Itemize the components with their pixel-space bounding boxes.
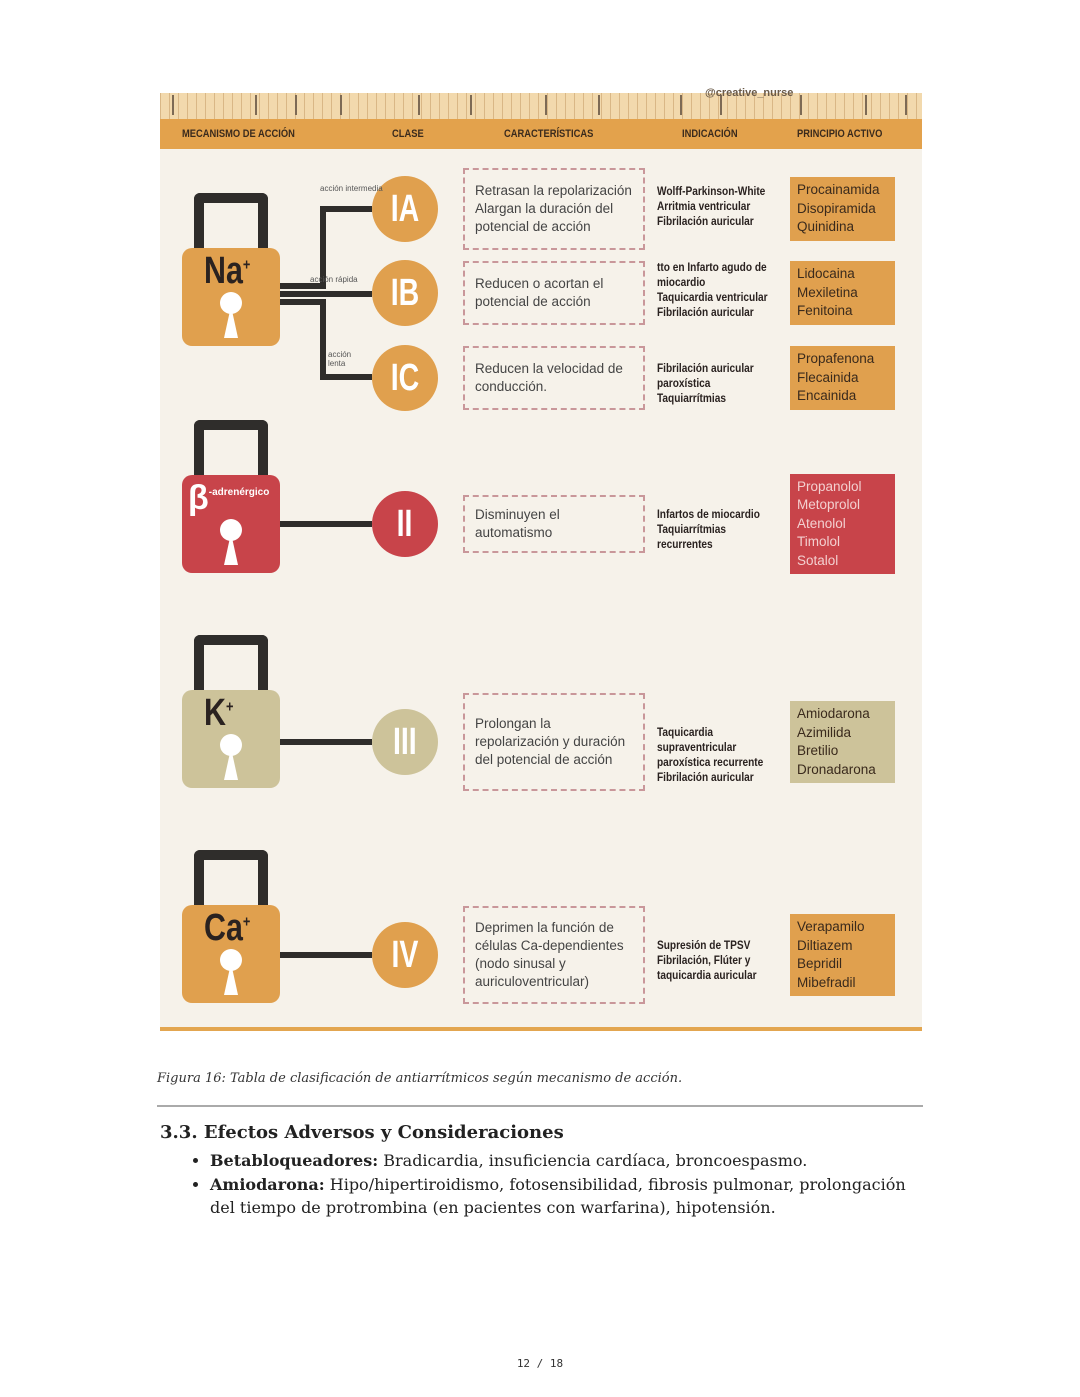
active-ingredient: Procainamida: [797, 182, 880, 198]
class-badge-ic: [372, 345, 438, 411]
ecg-beat: [598, 95, 600, 115]
indication-list: [657, 261, 771, 321]
characteristics-box: Reducen la velocidad de conducción.: [463, 346, 645, 410]
ecg-beat: [470, 95, 472, 115]
active-ingredient: Bepridil: [797, 956, 843, 971]
list-item: [210, 1149, 930, 1173]
item-term: Amiodarona:: [210, 1174, 325, 1194]
antiarrhythmic-infographic: [160, 87, 922, 1031]
branch-label-lenta: acción lenta: [328, 350, 352, 368]
ion-label: [188, 479, 269, 518]
active-ingredient: Fenitoina: [797, 303, 853, 319]
active-ingredient: Amiodarona: [797, 706, 870, 721]
indication-item: Taquiarrítmias: [657, 393, 726, 405]
indication-item: Fibrilación auricular: [657, 307, 754, 319]
connector-line: [280, 952, 372, 958]
active-ingredient: Quinidina: [797, 219, 855, 235]
active-ingredient: Mexiletina: [797, 284, 858, 300]
indication-item: tto en Infarto agudo de miocardio: [657, 262, 767, 289]
ion-label: [204, 907, 250, 950]
characteristics-box: Disminuyen el automatismo: [463, 495, 645, 553]
item-text: Bradicardia, insuficiencia cardíaca, broncoespasmo.: [378, 1151, 808, 1170]
item-text: Hipo/hipertiroidismo, fotosensibilidad, fibrosis pulmonar, prolongación del tiempo de protrombina (en pacientes con warfarina), hipotensión.: [210, 1174, 906, 1217]
ion-symbol: β: [188, 479, 209, 517]
ion-charge: +: [225, 698, 234, 716]
class-label: II: [397, 503, 413, 545]
ecg-beat: [340, 95, 342, 115]
figure-caption: Figura 16: Tabla de clasificación de antiarrítmicos según mecanismo de acción.: [157, 1071, 683, 1086]
padlock-icon-1: [182, 248, 280, 346]
active-ingredient: Atenolol: [797, 515, 846, 531]
characteristics-box: Retrasan la repolarización Alargan la duración del potencial de acción: [463, 168, 645, 250]
class-badge-iii: [372, 709, 438, 775]
active-ingredient-box: [790, 261, 895, 325]
keyhole-stem: [224, 748, 238, 780]
active-ingredient: Timolol: [797, 534, 841, 550]
active-ingredient: Dronadarona: [797, 761, 876, 777]
active-ingredient: Diltiazem: [797, 937, 853, 953]
active-ingredient: Disopiramida: [797, 200, 876, 216]
ecg-beat: [680, 95, 682, 115]
list-item: [210, 1173, 930, 1220]
active-ingredient-box: [790, 474, 895, 575]
keyhole-stem: [224, 306, 238, 338]
lock-shackle-icon: [194, 635, 268, 695]
class-badge-iv: [372, 922, 438, 988]
connector-line: [280, 739, 372, 745]
ecg-beat: [865, 95, 867, 115]
class-label: IB: [390, 272, 420, 314]
ion-symbol: Na: [204, 250, 243, 292]
lock-shackle-icon: [194, 850, 268, 910]
active-ingredient-box: [790, 177, 895, 241]
connector-line: [280, 299, 320, 305]
branch-label-intermedia: acción intermedia: [320, 184, 383, 193]
active-ingredient: Bretilio: [797, 743, 839, 758]
active-ingredient: Metoprolol: [797, 497, 861, 513]
connector-line: [320, 206, 372, 212]
branch-label-rapida: acción rápida: [310, 275, 358, 284]
ion-label: [204, 250, 250, 293]
connector-line: [280, 521, 372, 527]
indication-item: Taquicardia ventricular: [657, 292, 768, 304]
lock-shackle-icon: [194, 420, 268, 480]
ion-symbol: K: [204, 692, 226, 734]
ecg-beat: [545, 95, 547, 115]
keyhole-stem: [224, 963, 238, 995]
ecg-beat: [905, 95, 907, 115]
class-badge-ii: [372, 491, 438, 557]
active-ingredient: Propafenona: [797, 351, 875, 367]
header-indicacion: INDICACIÓN: [682, 128, 738, 140]
ecg-beat: [295, 95, 297, 115]
table-header: [160, 119, 922, 149]
active-ingredient-box: [790, 701, 895, 783]
ion-charge: +: [242, 256, 251, 274]
active-ingredient: Flecainida: [797, 369, 859, 385]
ecg-strip: [160, 93, 922, 119]
class-label: IV: [391, 934, 419, 976]
padlock-icon-2: [182, 475, 280, 573]
header-principio-activo: PRINCIPIO ACTIVO: [797, 128, 883, 140]
ion-label: [204, 692, 233, 735]
header-caracteristicas: CARACTERÍSTICAS: [504, 128, 594, 140]
active-ingredient: Sotalol: [797, 552, 839, 568]
ecg-beat: [418, 95, 420, 115]
characteristics-box: Prolongan la repolarización y duración del potencial de acción: [463, 693, 645, 791]
active-ingredient: Verapamilo: [797, 919, 865, 934]
indication-list: [657, 185, 771, 230]
active-ingredient: Mibefradil: [797, 974, 856, 990]
indication-item: Arritmia ventricular: [657, 201, 751, 213]
item-term: Betabloqueadores:: [210, 1151, 379, 1170]
indication-item: Supresión de TPSV: [657, 940, 751, 952]
indication-item: Fibrilación, Flúter y taquicardia auricular: [657, 955, 757, 982]
indication-item: Taquicardia supraventricular paroxística recurrente: [657, 727, 764, 769]
characteristics-box: Reducen o acortan el potencial de acción: [463, 261, 645, 325]
connector-line: [280, 291, 372, 297]
section-heading: 3.3. Efectos Adversos y Consideraciones: [160, 1122, 564, 1143]
watermark: @creative_nurse: [705, 87, 794, 99]
indication-list: [657, 939, 771, 984]
padlock-icon-4: [182, 905, 280, 1003]
indication-list: [657, 362, 771, 407]
class-label: IA: [390, 188, 420, 230]
padlock-icon-3: [182, 690, 280, 788]
connector-line: [320, 299, 326, 379]
header-clase: CLASE: [392, 128, 424, 140]
lock-shackle-icon: [194, 193, 268, 253]
ion-symbol: Ca: [204, 907, 243, 949]
active-ingredient: Azimilida: [797, 724, 852, 740]
active-ingredient-box: [790, 346, 895, 410]
active-ingredient: Propanolol: [797, 478, 862, 494]
class-label: III: [393, 721, 417, 763]
active-ingredient: Encainida: [797, 388, 857, 404]
indication-list: [657, 508, 771, 553]
characteristics-box: Deprimen la función de células Ca-dependientes (nodo sinusal y auriculoventricular): [463, 906, 645, 1004]
active-ingredient-box: [790, 914, 895, 996]
ion-charge: -adrenérgico: [208, 487, 270, 498]
indication-list: [657, 726, 771, 786]
indication-item: Fibrilación auricular: [657, 772, 754, 784]
ecg-beat: [255, 95, 257, 115]
adverse-effects-list: [182, 1149, 930, 1220]
indication-item: Taquiarrítmias recurrentes: [657, 524, 726, 551]
active-ingredient: Lidocaina: [797, 266, 855, 282]
divider: [157, 1105, 923, 1107]
connector-line: [320, 374, 372, 380]
indication-item: Fibrilación auricular paroxística: [657, 363, 754, 390]
keyhole-stem: [224, 533, 238, 565]
ecg-beat: [172, 95, 174, 115]
indication-item: Fibrilación auricular: [657, 216, 754, 228]
page-number: 12 / 18: [516, 1357, 564, 1370]
ion-charge: +: [242, 913, 251, 931]
indication-item: Infartos de miocardio: [657, 509, 760, 521]
class-badge-ib: [372, 260, 438, 326]
ecg-beat: [800, 95, 802, 115]
class-label: IC: [390, 357, 420, 399]
header-mecanismo: MECANISMO DE ACCIÓN: [182, 128, 295, 140]
indication-item: Wolff-Parkinson-White: [657, 186, 766, 198]
